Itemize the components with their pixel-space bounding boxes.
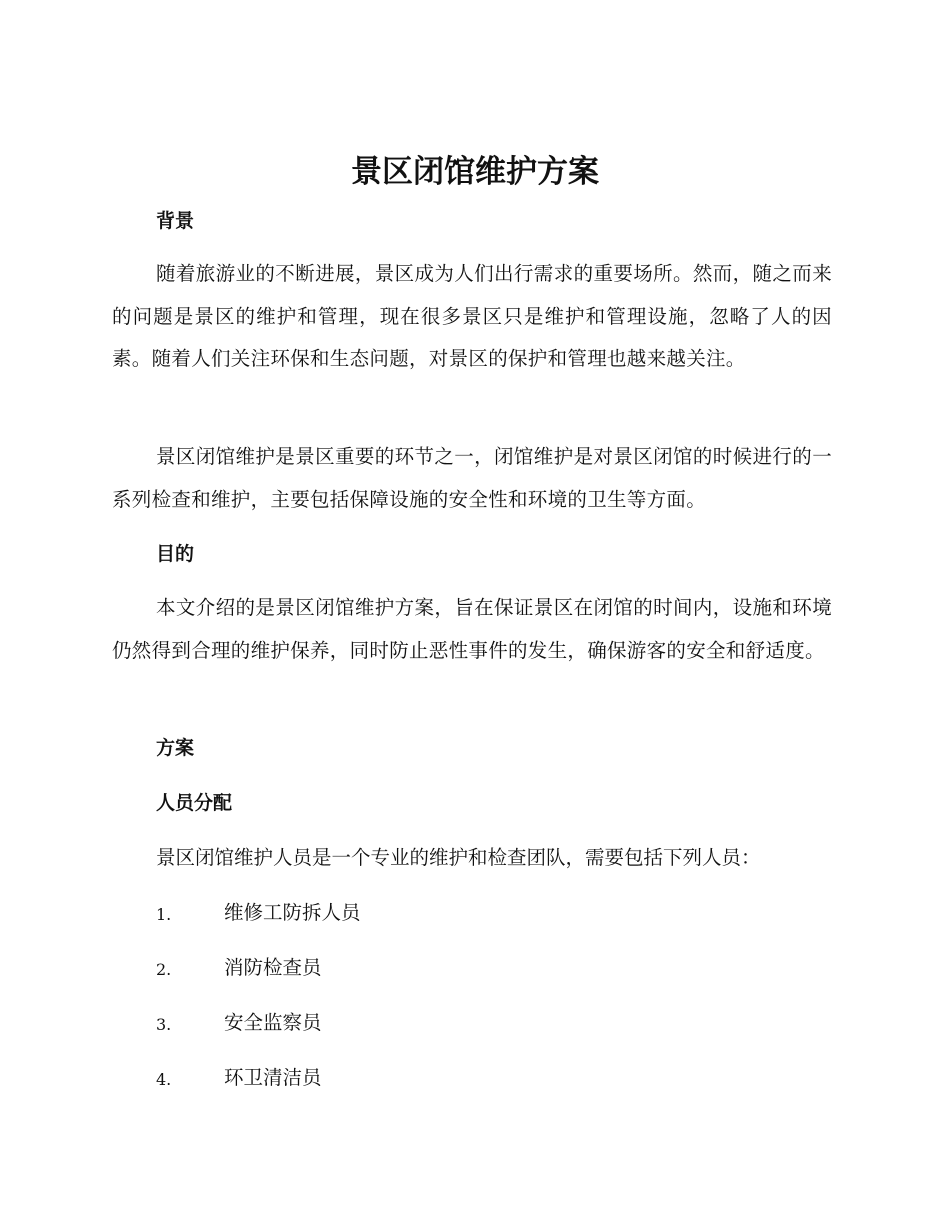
background-paragraph-2: 景区闭馆维护是景区重要的环节之一，闭馆维护是对景区闭馆的时候进行的一系列检查和维护，主要包括保障设施的安全性和环境的卫生等方面。 <box>112 445 832 511</box>
list-item <box>156 954 656 982</box>
list-item-text: 消防检查员 <box>224 956 322 979</box>
list-item-text: 维修工防拆人员 <box>224 901 361 924</box>
list-item-number: 4. <box>156 1070 172 1089</box>
list-item-text: 安全监察员 <box>224 1011 322 1034</box>
section-heading-purpose: 目的 <box>156 543 195 565</box>
list-item-number: 2. <box>156 960 172 979</box>
list-item <box>156 899 656 927</box>
document-title: 景区闭馆维护方案 <box>351 154 599 190</box>
list-item <box>156 1064 656 1092</box>
staff-intro-text: 景区闭馆维护人员是一个专业的维护和检查团队，需要包括下列人员： <box>156 846 761 869</box>
list-item-text: 环卫清洁员 <box>224 1066 322 1089</box>
subsection-heading-staff: 人员分配 <box>156 792 233 814</box>
list-item-number: 1. <box>156 905 172 924</box>
list-item <box>156 1009 656 1037</box>
section-heading-plan: 方案 <box>156 737 195 759</box>
purpose-paragraph: 本文介绍的是景区闭馆维护方案，旨在保证景区在闭馆的时间内，设施和环境仍然得到合理的维护保养，同时防止恶性事件的发生，确保游客的安全和舒适度。 <box>112 596 832 662</box>
section-heading-background: 背景 <box>156 210 195 232</box>
list-item-number: 3. <box>156 1015 172 1034</box>
background-paragraph-1: 随着旅游业的不断进展，景区成为人们出行需求的重要场所。然而，随之而来的问题是景区的维护和管理，现在很多景区只是维护和管理设施，忽略了人的因素。随着人们关注环保和生态问题，对景区的保护和管理也越来越关注。 <box>112 262 832 370</box>
